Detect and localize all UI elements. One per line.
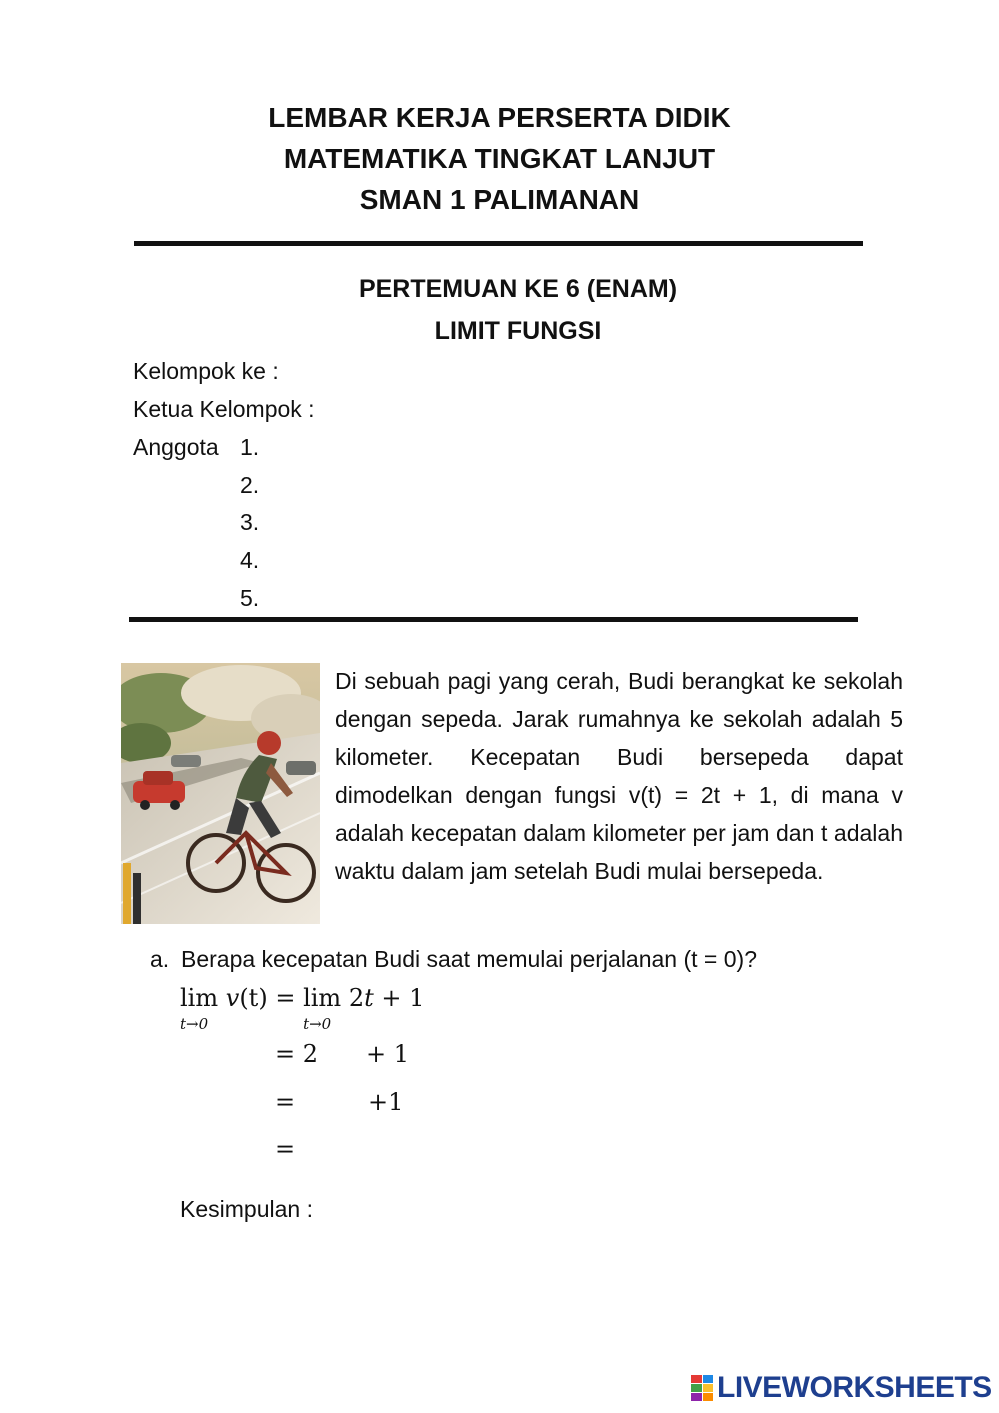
worksheet-header	[0, 97, 999, 220]
meeting-subtitle: LIMIT FUNGSI	[434, 317, 602, 345]
plus-one: + 1	[381, 984, 425, 1012]
step-2-rhs: + 1	[366, 1040, 410, 1068]
step-3-rhs: +1	[368, 1088, 404, 1116]
story-paragraph: Di sebuah pagi yang cerah, Budi berangkat ke sekolah dengan sepeda. Jarak rumahnya ke sekolah adalah 5 kilometer. Kecepatan Budi bersepeda dapat dimodelkan dengan fungsi v(t) = 2t + 1, di mana v adalah kecepatan dalam kilometer per jam dan t adalah waktu dalam jam setelah Budi mulai bersepeda.	[335, 668, 903, 884]
lim-left-sub: t→0	[180, 1015, 209, 1033]
member-4: 4.	[240, 547, 260, 573]
question-a-label: a.	[150, 946, 170, 972]
step-2-lhs: = 2	[275, 1040, 319, 1068]
liveworksheets-logo[interactable]	[691, 1373, 992, 1403]
limit-expression	[180, 983, 425, 1033]
step-3-lhs: =	[275, 1088, 296, 1116]
lim-right-sub: t→0	[303, 1015, 332, 1033]
meeting-heading	[0, 268, 999, 352]
coefficient-two: 2	[348, 984, 365, 1012]
group-number-label: Kelompok ke :	[133, 358, 279, 384]
step-4-lhs: =	[275, 1135, 296, 1163]
meeting-title: PERTEMUAN KE 6 (ENAM)	[358, 275, 678, 303]
header-line-1: LEMBAR KERJA PERSERTA DIDIK	[268, 102, 731, 133]
member-5: 5.	[240, 585, 260, 611]
lim-left: lim t→0	[180, 983, 218, 1013]
member-1: 1.	[240, 434, 260, 460]
function-arg: (t)	[239, 984, 268, 1012]
group-leader-label: Ketua Kelompok :	[133, 396, 315, 422]
divider-bottom	[129, 617, 858, 622]
question-a-text: Berapa kecepatan Budi saat memulai perjalanan (t = 0)?	[181, 946, 757, 972]
header-line-2: MATEMATIKA TINGKAT LANJUT	[283, 143, 716, 174]
question-a	[150, 940, 757, 978]
lim-right: lim t→0	[303, 983, 341, 1013]
cyclist-illustration	[121, 663, 320, 924]
member-2: 2.	[240, 472, 260, 498]
conclusion-label: Kesimpulan :	[180, 1196, 313, 1222]
variable-t: t	[364, 984, 374, 1012]
logo-text: LIVEWORKSHEETS	[717, 1371, 992, 1404]
equals-sign: =	[275, 984, 296, 1012]
logo-tiles-icon	[691, 1375, 713, 1401]
member-3: 3.	[240, 509, 260, 535]
header-line-3: SMAN 1 PALIMANAN	[359, 184, 640, 215]
function-v: v	[225, 984, 240, 1012]
divider-top	[134, 241, 863, 246]
group-members-label: Anggota	[133, 434, 219, 460]
